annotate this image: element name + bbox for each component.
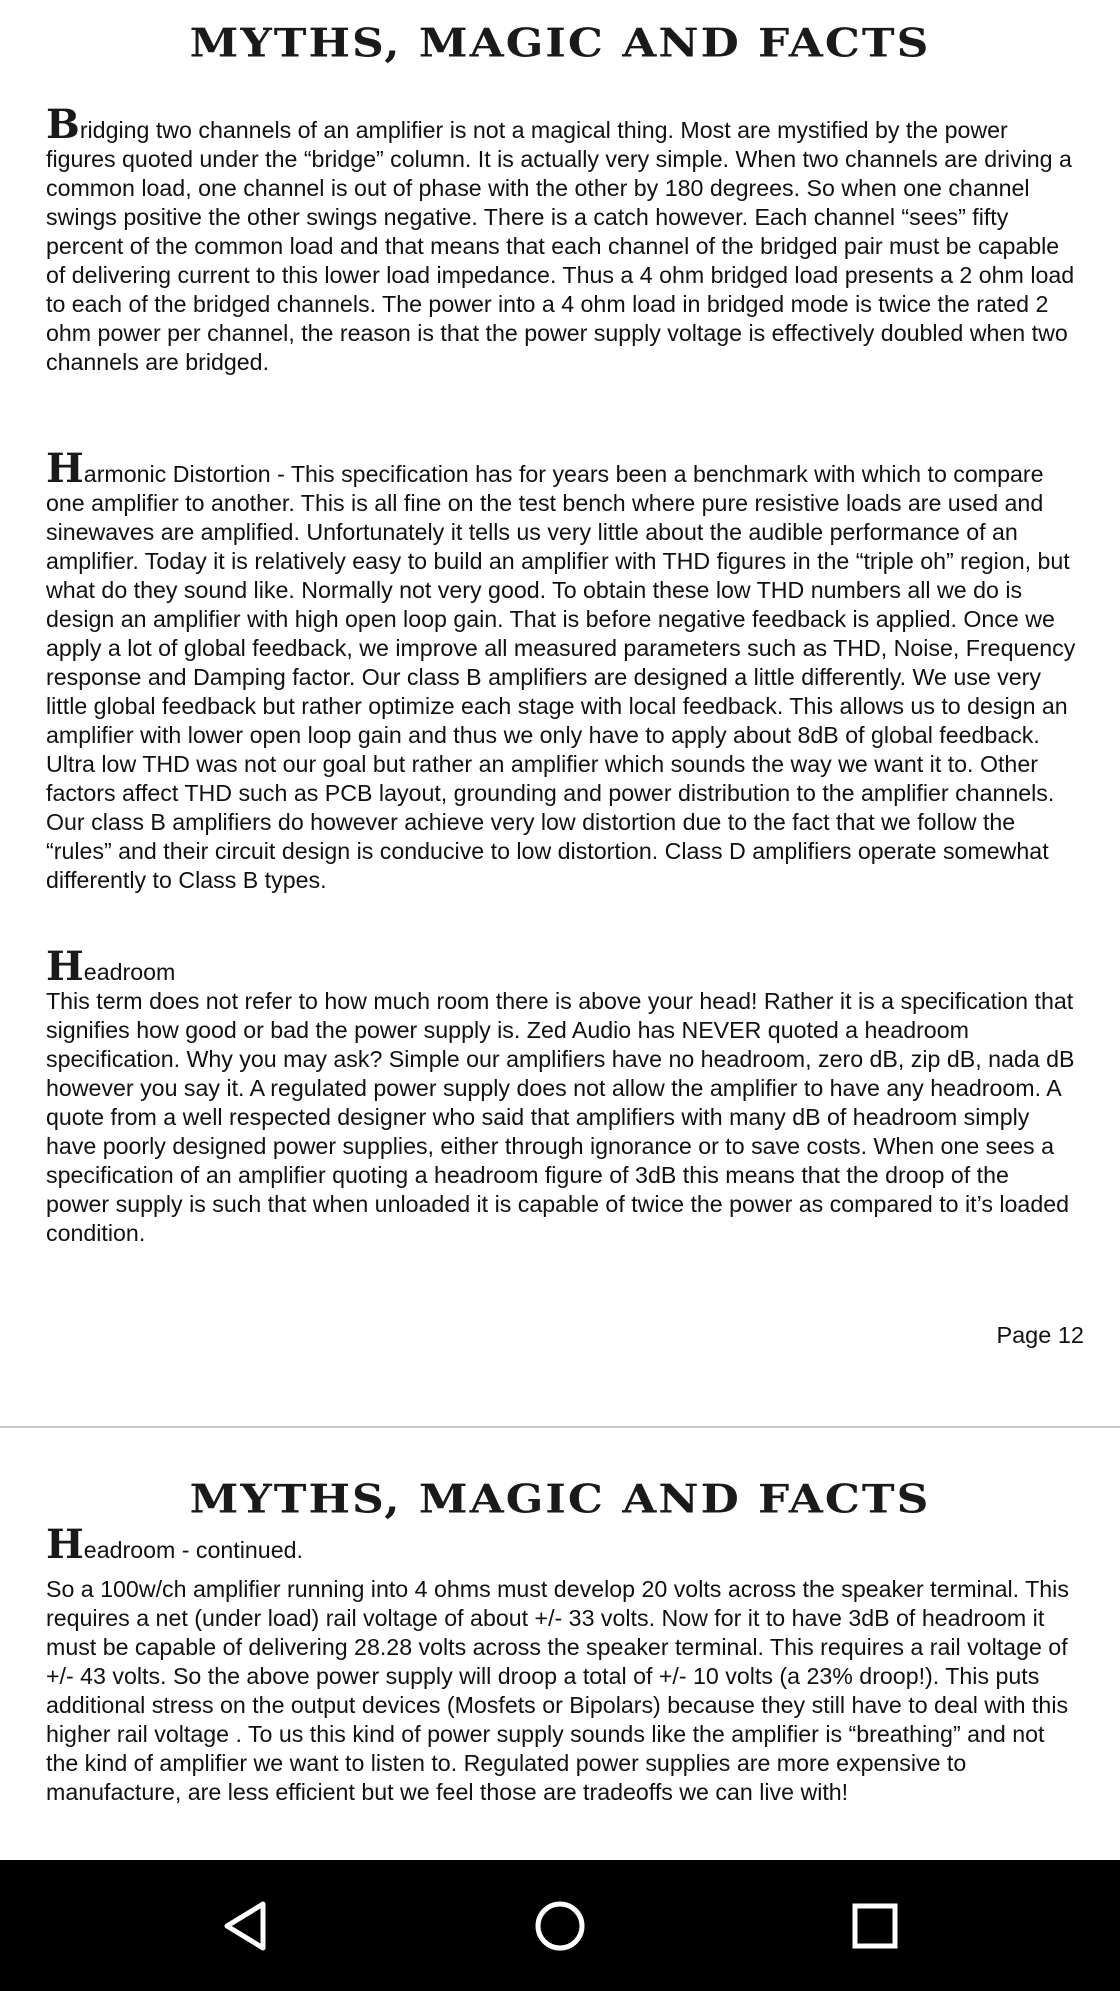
paragraph-headroom: This term does not refer to how much room there is above your head! Rather it is a specification that signifies how good or bad the power supply is. Zed Audio has NEVER quoted a headroom specification. Why you may ask? Simple our amplifiers have no headroom, zero dB, zip dB, nada dB however you say it. A regulated power supply does not allow the amplifier to have any headroom. A quote from a well respected designer who said that amplifiers with many dB of headroom simply have poorly designed power supplies, either through ignorance or to save costs. When one sees a specification of an amplifier quoting a headroom figure of 3dB this means that the droop of the power supply is such that when unloaded it is capable of twice the power as compared to it’s loaded condition. xyxy=(46,988,1075,1246)
paragraph-harmonic-distortion xyxy=(46,445,1076,895)
page-number: Page 12 xyxy=(996,1322,1084,1348)
paragraph-headroom-continued: So a 100w/ch amplifier running into 4 ohms must develop 20 volts across the speaker terminal. This requires a net (under load) rail voltage of about +/- 33 volts. Now for it to have 3dB of headroom it must be capable of delivering 28.28 volts across the speaker terminal. This requires a rail voltage of +/- 43 volts. So the above power supply will droop a total of +/- 10 volts (a 23% droop!). This puts additional stress on the output devices (Mosfets or Bipolars) because they still have to deal with this higher rail voltage . To us this kind of power supply sounds like the amplifier is “breathing” and not the kind of amplifier we want to listen to. Regulated power supplies are more expensive to manufacture, are less efficient but we feel those are tradeoffs we can live with! xyxy=(46,1576,1069,1805)
navigation-bar xyxy=(0,1860,1120,1991)
dropcap: H xyxy=(46,445,84,492)
section-heading-headroom-continued xyxy=(46,1521,1076,1568)
recents-button[interactable] xyxy=(815,1860,935,1991)
paragraph-text: armonic Distortion - This specification has for years been a benchmark with which to compare one amplifier to another. This is all fine on the test bench where pure resistive loads are used and sinewaves are amplified. Unfortunately it tells us very little about the audible performance of an amplifier. Today it is relatively easy to build an amplifier with THD figures in the “triple oh” region, but what do they sound like. Normally not very good. To obtain these low THD numbers all we do is design an amplifier with high open loop gain. That is before negative feedback is applied. Once we apply a lot of global feedback, we improve all measured parameters such as THD, Noise, Frequency response and Damping factor. Our class B amplifiers are designed a little differently. We use very little global feedback but rather optimize each stage with local feedback. This allows us to design an amplifier with lower open loop gain and thus we only have to apply about 8dB of global feedback. Ultra low THD was not our goal but rather an amplifier which sounds the way we want it to. Other factors affect THD such as PCB layout, grounding and power distribution to the amplifier channels. Our class B amplifiers do however achieve very low distortion due to the fact that we follow the “rules” and their circuit design is conducive to low distortion. Class D amplifiers operate somewhat differently to Class B types. xyxy=(46,461,1076,893)
back-icon xyxy=(223,1900,269,1952)
page-title: MYTHS, MAGIC AND FACTS xyxy=(189,20,931,67)
dropcap: H xyxy=(46,1521,84,1568)
page-divider xyxy=(0,1426,1120,1428)
dropcap: H xyxy=(46,943,84,990)
heading-text: eadroom - continued. xyxy=(83,1537,303,1563)
back-button[interactable] xyxy=(186,1860,306,1991)
paragraph-text: ridging two channels of an amplifier is not a magical thing. Most are mystified by the power figures quoted under the “bridge” column. It is actually very simple. When two channels are driving a common load, one channel is out of phase with the other by 180 degrees. So when one channel swings positive the other swings negative. There is a catch however. Each channel “sees” fifty percent of the common load and that means that each channel of the bridged pair must be capable of delivering current to this lower load impedance. Thus a 4 ohm bridged load presents a 2 ohm load to each of the bridged channels. The power into a 4 ohm load in bridged mode is twice the rated 2 ohm power per channel, the reason is that the power supply voltage is effectively doubled when two channels are bridged. xyxy=(46,117,1075,375)
page-title: MYTHS, MAGIC AND FACTS xyxy=(189,1476,931,1523)
dropcap: B xyxy=(46,101,80,148)
recents-icon xyxy=(851,1902,899,1950)
home-icon xyxy=(533,1899,587,1953)
heading-text: eadroom xyxy=(83,959,176,985)
home-button[interactable] xyxy=(500,1860,620,1991)
paragraph-bridging xyxy=(46,101,1076,377)
section-heading-headroom xyxy=(46,943,1076,990)
